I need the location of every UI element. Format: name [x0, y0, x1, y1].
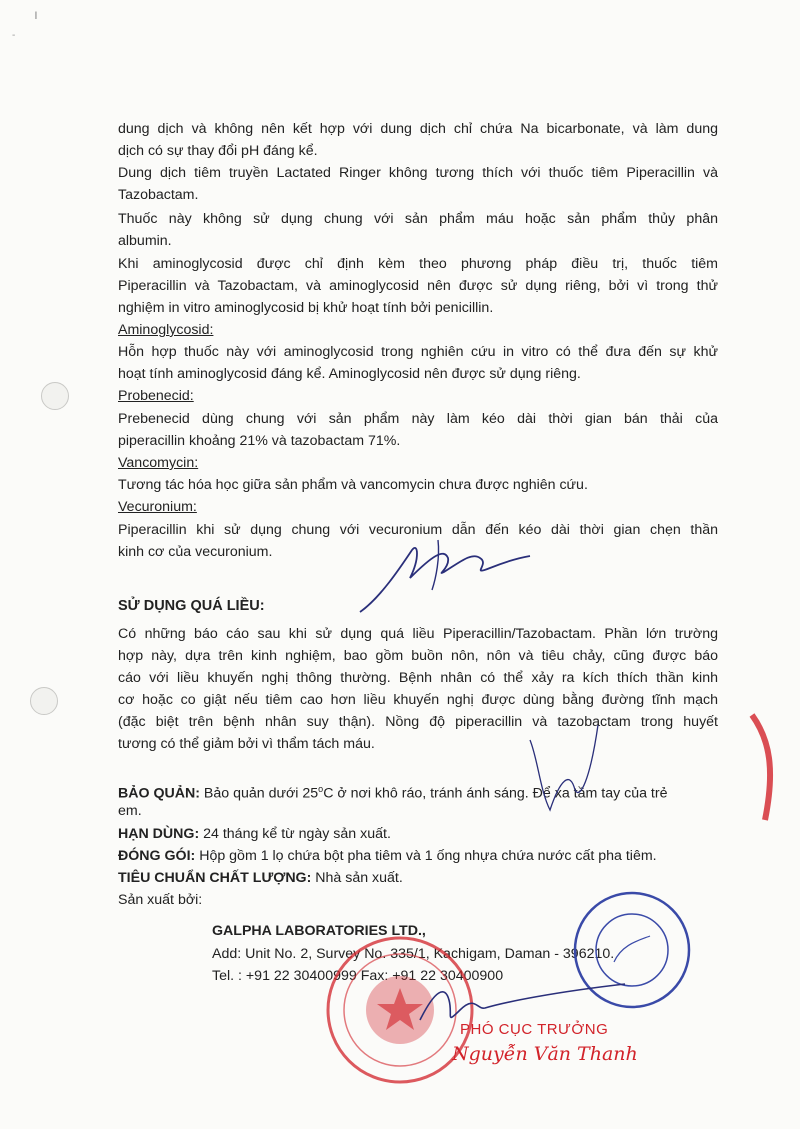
packing-label: ĐÓNG GÓI:: [118, 848, 196, 864]
text-line: nghiệm in vitro aminoglycosid bị khử hoạt tính bởi penicillin.: [118, 300, 494, 316]
signature-icon: [340, 528, 540, 618]
quality-text: Nhà sản xuất.: [311, 870, 403, 886]
packing-text: Hộp gồm 1 lọ chứa bột pha tiêm và 1 ống nhựa chứa nước cất pha tiêm.: [195, 848, 657, 864]
signature-icon: [520, 720, 620, 820]
text-line: Piperacillin khi sử dụng chung với vecuronium dẫn đến kéo dài thời gian chẹn thần: [118, 522, 718, 538]
manufacturer-name: GALPHA LABORATORIES LTD.,: [212, 923, 426, 939]
text-line: cáo với liều khuyến nghị thông thường. Bệnh nhân có thể xảy ra kích thích thần kinh: [118, 670, 718, 686]
text-line: Tương tác hóa học giữa sản phẩm và vancomycin chưa được nghiên cứu.: [118, 477, 588, 493]
stamp-edge-icon: [730, 710, 790, 830]
text-line: Hỗn hợp thuốc này với aminoglycosid trong nghiên cứu in vitro có thể đưa đến sự khử: [118, 344, 718, 360]
text-line: Tazobactam.: [118, 187, 199, 203]
degree-sup: o: [318, 784, 324, 794]
scan-mark: -: [12, 30, 16, 41]
text-line: dung dịch và không nên kết hợp với dung dịch chỉ chứa Na bicarbonate, và làm dung: [118, 121, 718, 137]
packing-line: [118, 846, 738, 868]
text-line: cơ hoặc co giật nếu tiêm cao hơn liều khuyến nghị được dùng bằng đường tĩnh mạch: [118, 692, 718, 708]
text-line: Prebenecid dùng chung với sản phẩm này làm kéo dài thời gian bán thải của: [118, 411, 718, 427]
text-line: piperacillin khoảng 21% và tazobactam 71%.: [118, 433, 401, 449]
storage-label: BẢO QUẢN:: [118, 785, 200, 802]
text-line: Thuốc này không sử dụng chung với sản phẩm máu hoặc sản phẩm thủy phân: [118, 211, 718, 227]
manufacturer-phone: Tel. : +91 22 30400999 Fax: +91 22 30400900: [212, 968, 504, 984]
text-line: (đặc biệt trên bệnh nhân suy thận). Nồng độ piperacillin và tazobactam trong huyết: [118, 714, 718, 730]
text-line: tương có thể giảm bởi vì thẩm tách máu.: [118, 736, 375, 752]
text-line: Piperacillin và Tazobactam, và aminoglycosid nên được sử dụng riêng, bởi vì trong thử: [118, 278, 718, 294]
expiry-line: [118, 824, 718, 846]
punch-hole: [30, 687, 58, 715]
storage-text: C ở nơi khô ráo, tránh ánh sáng. Để xa tầm tay của trẻ: [323, 785, 668, 802]
text-line: kinh cơ của vecuronium.: [118, 544, 273, 560]
scan-mark: ı: [34, 6, 38, 22]
text-line: albumin.: [118, 233, 172, 249]
official-title: PHÓ CỤC TRƯỞNG: [460, 1021, 609, 1038]
quality-label: TIÊU CHUẨN CHẤT LƯỢNG:: [118, 870, 312, 886]
text-line: Khi aminoglycosid được chỉ định kèm theo phương pháp điều trị, thuốc tiêm: [118, 256, 718, 272]
section-title-overdose: SỬ DỤNG QUÁ LIỀU:: [118, 598, 265, 614]
storage-text: Bảo quản dưới 25: [199, 785, 319, 802]
text-line: em.: [118, 803, 142, 819]
text-line: Dung dịch tiêm truyền Lactated Ringer không tương thích với thuốc tiêm Piperacillin và: [118, 165, 718, 181]
text-line: hợp này, dựa trên kinh nghiệm, bao gồm buồn nôn, nôn và tiêu chảy, cũng được báo: [118, 648, 718, 664]
punch-hole: [41, 382, 69, 410]
subheading-aminoglycosid: Aminoglycosid:: [118, 322, 214, 338]
text-line: hoạt tính aminoglycosid đáng kể. Aminoglycosid nên được sử dụng riêng.: [118, 366, 581, 382]
subheading-vancomycin: Vancomycin:: [118, 455, 199, 471]
manufacturer-address: Add: Unit No. 2, Survey No. 335/1, Kachigam, Daman - 396210.: [212, 946, 615, 962]
official-name: Nguyễn Văn Thanh: [452, 1043, 638, 1065]
subheading-probenecid: Probenecid:: [118, 388, 194, 404]
subheading-vecuronium: Vecuronium:: [118, 499, 197, 515]
text-line: Có những báo cáo sau khi sử dụng quá liều Piperacillin/Tazobactam. Phần lớn trường: [118, 626, 718, 642]
expiry-text: 24 tháng kể từ ngày sản xuất.: [199, 826, 391, 842]
manufacturer-intro: Sản xuất bởi:: [118, 892, 203, 908]
expiry-label: HẠN DÙNG:: [118, 826, 200, 842]
quality-line: [118, 868, 718, 890]
text-line: dịch có sự thay đổi pH đáng kể.: [118, 143, 318, 159]
